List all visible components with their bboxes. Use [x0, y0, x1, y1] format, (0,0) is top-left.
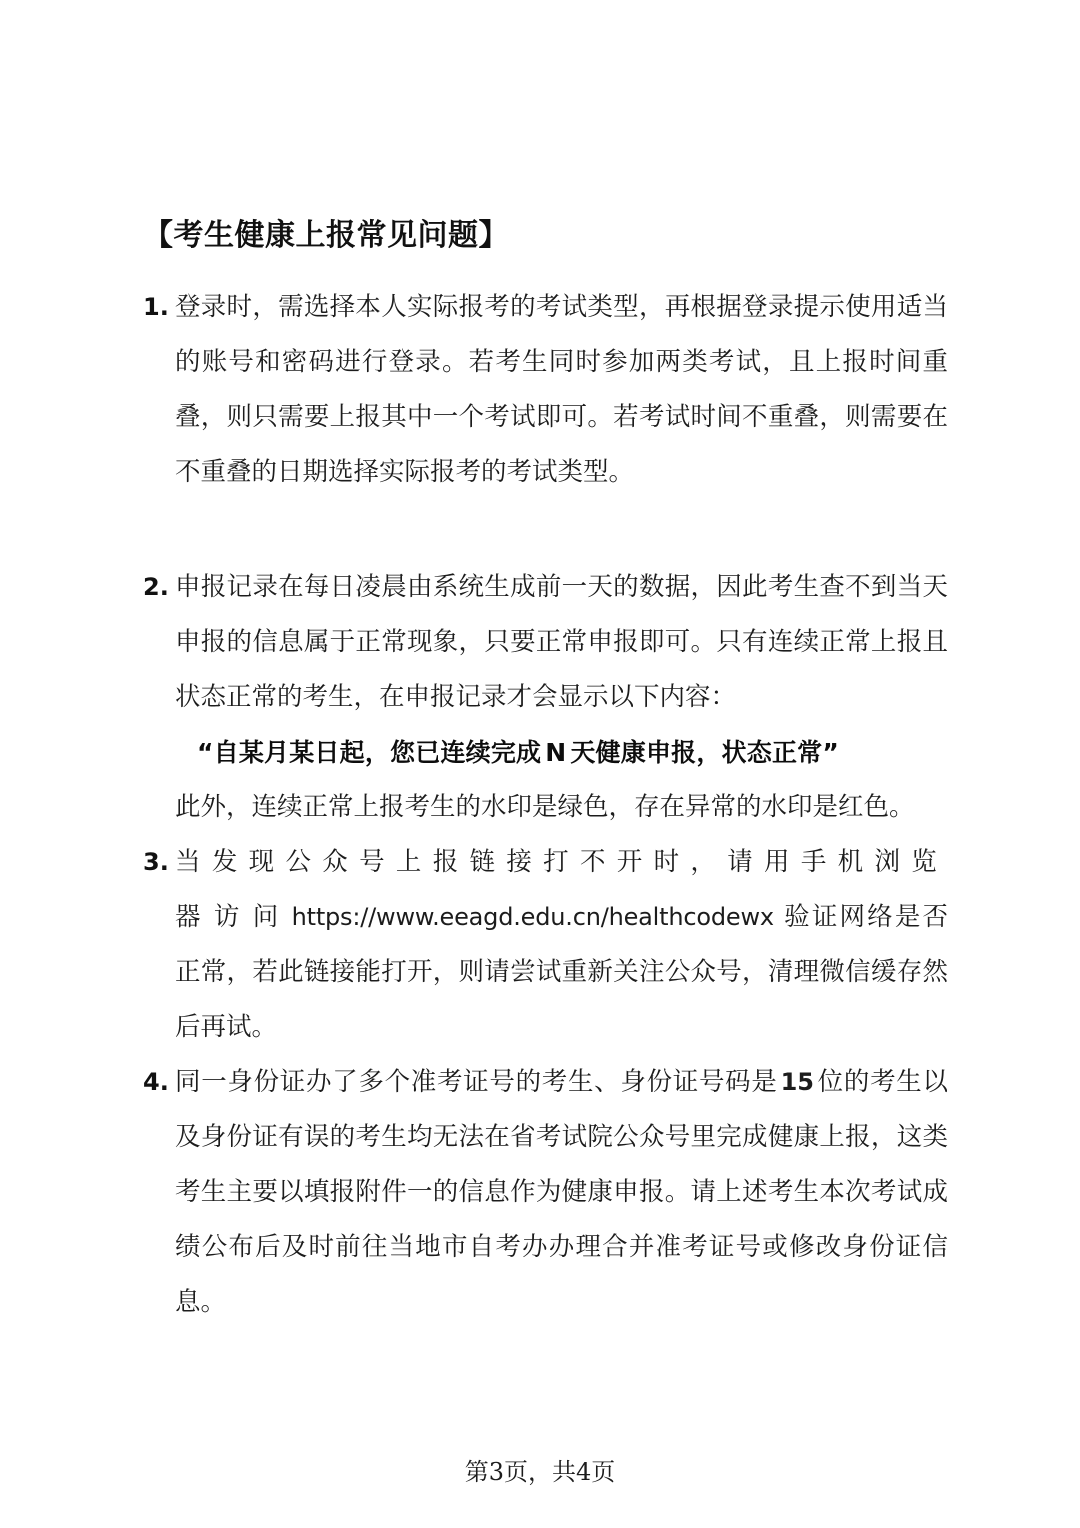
faq-item-2-quote: [175, 725, 948, 780]
quote-prefix: “自某月某日起，您已连续完成: [197, 738, 542, 767]
document-content: [143, 214, 948, 1330]
faq-item-3-body: [175, 835, 948, 1055]
faq-item-4-number: 4.: [143, 1068, 169, 1096]
faq-item-4-text-after: 位的考生以及身份证有误的考生均无法在省考试院公众号里完成健康上报，这类考生主要以填报附件一的信息作为健康申报。请上述考生本次考试成绩公布后及时前往当地市自考办办理合并准考证号或修改身份证信息。: [175, 1067, 948, 1317]
faq-item-3-text-before: 当发现公众号上报链接打不开时，请用手机浏览器访问: [175, 847, 948, 932]
faq-item-3-number: 3.: [143, 848, 169, 876]
quote-suffix: 天健康申报，状态正常”: [570, 738, 839, 767]
faq-item-4-text-before: 同一身份证办了多个准考证号的考生、身份证号码是: [175, 1067, 778, 1097]
item-spacer: [143, 500, 948, 560]
faq-item-3: [143, 835, 948, 1055]
faq-item-2-text-after: 此外，连续正常上报考生的水印是绿色，存在异常的水印是红色。: [175, 792, 915, 822]
faq-item-3-text: [175, 835, 948, 1055]
page-title: 【考生健康上报常见问题】: [143, 218, 509, 253]
faq-item-4-inline-number: 15: [780, 1068, 814, 1096]
page-footer: 第3页，共4页: [464, 1458, 616, 1486]
faq-item-1-body: [175, 280, 948, 500]
faq-item-1: [143, 280, 948, 500]
faq-item-1-text: 登录时，需选择本人实际报考的考试类型，再根据登录提示使用适当的账号和密码进行登录。若考生同时参加两类考试，且上报时间重叠，则只需要上报其中一个考试即可。若考试时间不重叠，则需要在不重叠的日期选择实际报考的考试类型。: [175, 292, 948, 487]
faq-item-2-body: [175, 560, 948, 835]
faq-item-3-text-after: 验证网络是否正常，若此链接能打开，则请尝试重新关注公众号，清理微信缓存然后再试。: [175, 902, 948, 1042]
faq-item-4: [143, 1055, 948, 1330]
health-report-url[interactable]: https://www.eeagd.edu.cn/healthcodewx: [291, 903, 774, 931]
faq-item-4-body: [175, 1055, 948, 1330]
faq-item-2-number: 2.: [143, 573, 169, 601]
faq-item-2-text: 申报记录在每日凌晨由系统生成前一天的数据，因此考生查不到当天申报的信息属于正常现象，只要正常申报即可。只有连续正常上报且状态正常的考生，在申报记录才会显示以下内容：: [175, 572, 948, 712]
faq-item-2: [143, 560, 948, 835]
faq-item-4-text: [175, 1055, 948, 1330]
faq-item-1-number: 1.: [143, 293, 169, 321]
quote-variable-n: N: [545, 738, 567, 767]
